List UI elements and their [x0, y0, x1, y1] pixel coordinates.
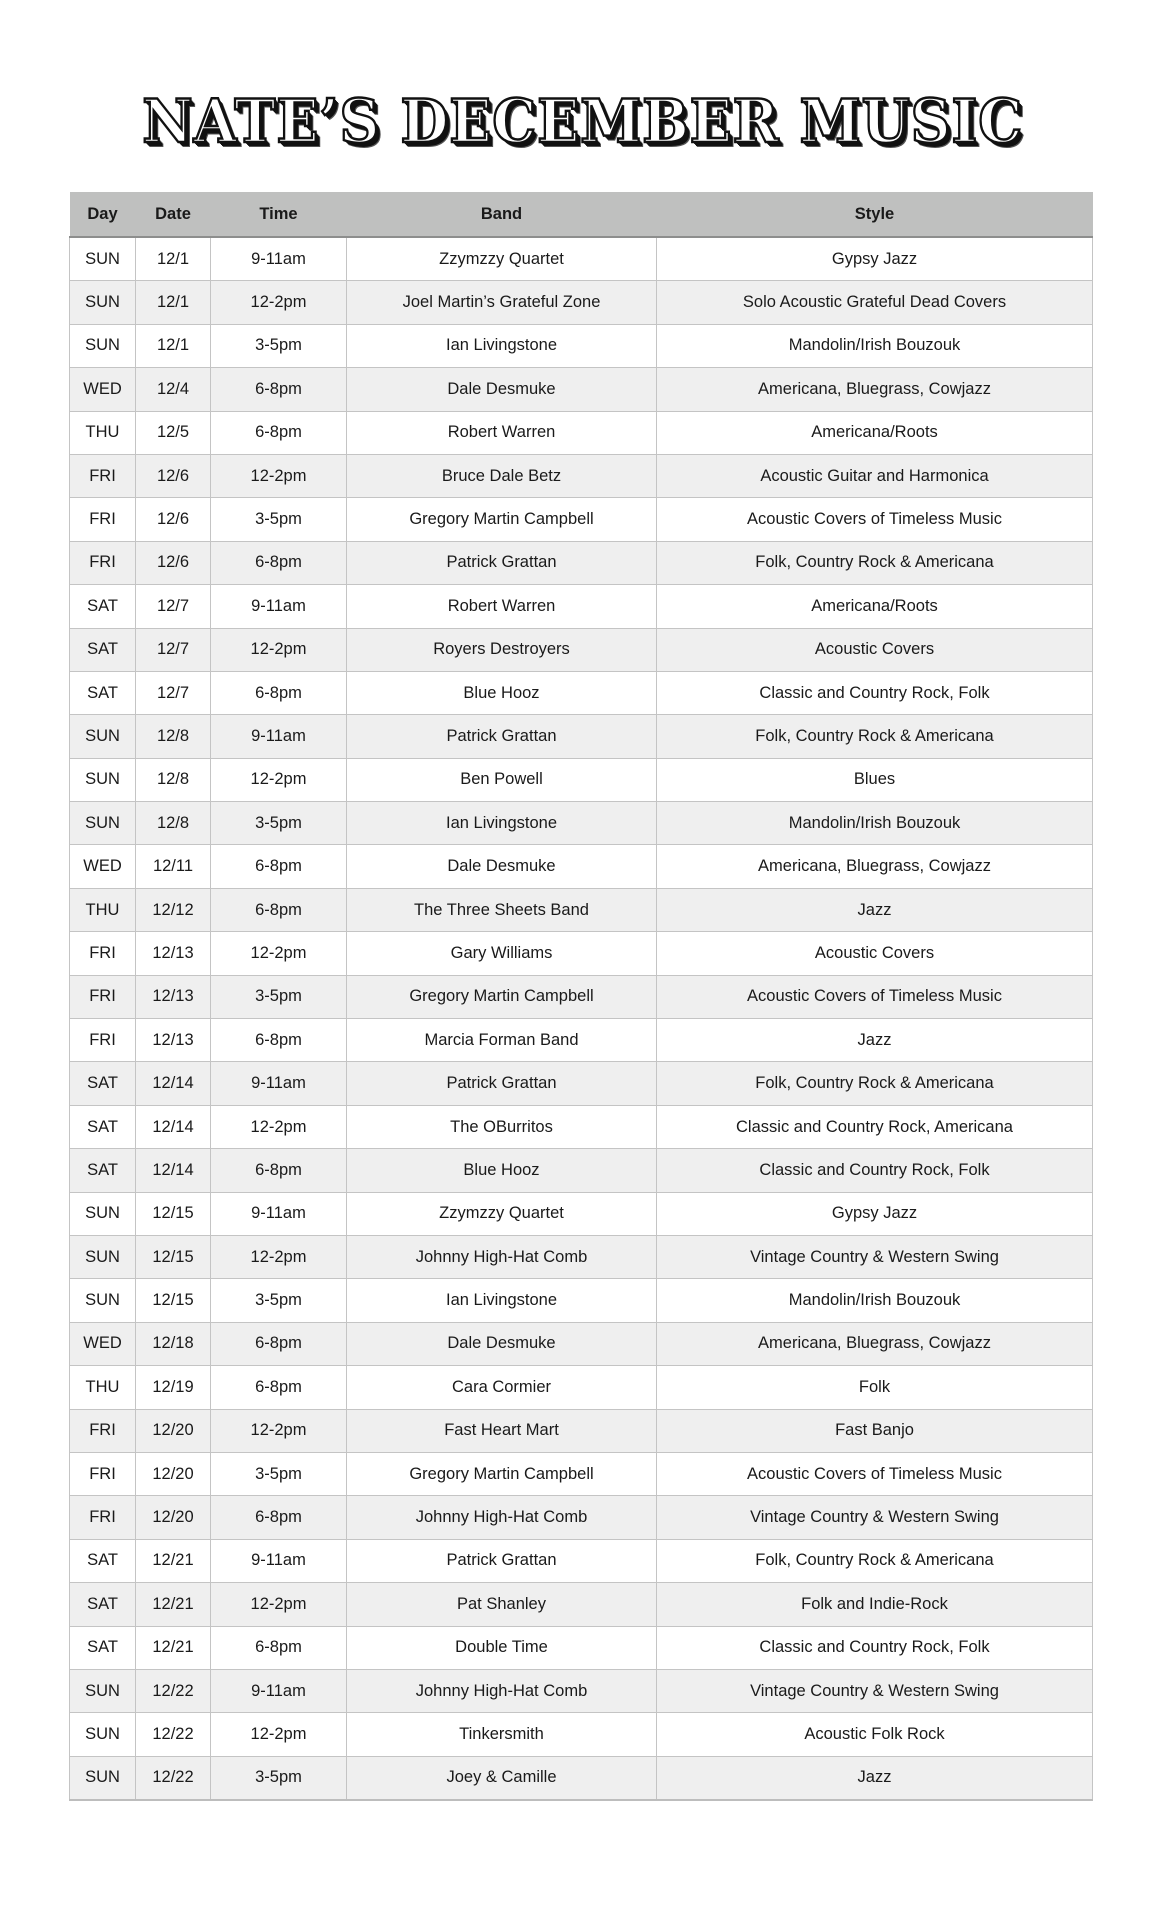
cell-date: 12/12 — [136, 888, 211, 931]
cell-band: Royers Destroyers — [347, 628, 657, 671]
column-header-date: Date — [136, 192, 211, 237]
cell-date: 12/20 — [136, 1452, 211, 1495]
cell-band: Joel Martin’s Grateful Zone — [347, 281, 657, 324]
cell-band: The OBurritos — [347, 1105, 657, 1148]
cell-time: 3-5pm — [211, 802, 347, 845]
cell-day: SAT — [70, 628, 136, 671]
cell-band: Gregory Martin Campbell — [347, 1452, 657, 1495]
cell-band: Blue Hooz — [347, 671, 657, 714]
cell-band: Zzymzzy Quartet — [347, 1192, 657, 1235]
cell-band: Patrick Grattan — [347, 541, 657, 584]
table-row — [70, 1539, 1093, 1582]
cell-date: 12/13 — [136, 932, 211, 975]
cell-date: 12/7 — [136, 671, 211, 714]
cell-date: 12/14 — [136, 1149, 211, 1192]
cell-day: FRI — [70, 498, 136, 541]
page-title: NATE’S DECEMBER MUSIC — [142, 87, 1024, 157]
cell-style: Classic and Country Rock, Folk — [657, 1626, 1093, 1669]
cell-day: SUN — [70, 237, 136, 281]
cell-band: Ben Powell — [347, 758, 657, 801]
column-header-time: Time — [211, 192, 347, 237]
cell-date: 12/7 — [136, 585, 211, 628]
cell-day: THU — [70, 411, 136, 454]
table-row — [70, 1583, 1093, 1626]
cell-time: 3-5pm — [211, 975, 347, 1018]
cell-time: 6-8pm — [211, 1149, 347, 1192]
table-row — [70, 411, 1093, 454]
cell-band: Gregory Martin Campbell — [347, 975, 657, 1018]
cell-style: Classic and Country Rock, Folk — [657, 1149, 1093, 1192]
cell-band: Marcia Forman Band — [347, 1019, 657, 1062]
cell-style: Classic and Country Rock, Americana — [657, 1105, 1093, 1148]
cell-day: WED — [70, 845, 136, 888]
cell-day: SUN — [70, 1713, 136, 1756]
cell-style: Folk, Country Rock & Americana — [657, 1062, 1093, 1105]
cell-band: The Three Sheets Band — [347, 888, 657, 931]
cell-day: WED — [70, 1322, 136, 1365]
cell-date: 12/4 — [136, 368, 211, 411]
cell-day: SAT — [70, 585, 136, 628]
cell-day: SAT — [70, 1105, 136, 1148]
table-row — [70, 585, 1093, 628]
table-row — [70, 1149, 1093, 1192]
cell-day: SAT — [70, 671, 136, 714]
cell-style: Gypsy Jazz — [657, 237, 1093, 281]
cell-time: 12-2pm — [211, 1105, 347, 1148]
cell-band: Johnny High-Hat Comb — [347, 1669, 657, 1712]
column-header-style: Style — [657, 192, 1093, 237]
table-row — [70, 802, 1093, 845]
cell-day: FRI — [70, 454, 136, 497]
cell-time: 12-2pm — [211, 932, 347, 975]
cell-band: Tinkersmith — [347, 1713, 657, 1756]
table-row — [70, 1409, 1093, 1452]
cell-date: 12/8 — [136, 758, 211, 801]
cell-day: FRI — [70, 975, 136, 1018]
cell-band: Dale Desmuke — [347, 368, 657, 411]
cell-day: SUN — [70, 1192, 136, 1235]
cell-style: Americana/Roots — [657, 585, 1093, 628]
cell-band: Ian Livingstone — [347, 1279, 657, 1322]
table-row — [70, 1366, 1093, 1409]
cell-date: 12/21 — [136, 1626, 211, 1669]
cell-style: Vintage Country & Western Swing — [657, 1496, 1093, 1539]
cell-time: 6-8pm — [211, 541, 347, 584]
cell-style: Folk, Country Rock & Americana — [657, 1539, 1093, 1582]
table-row — [70, 1496, 1093, 1539]
table-row — [70, 541, 1093, 584]
cell-date: 12/22 — [136, 1669, 211, 1712]
cell-date: 12/6 — [136, 498, 211, 541]
cell-day: SAT — [70, 1149, 136, 1192]
cell-time: 9-11am — [211, 1062, 347, 1105]
table-row — [70, 888, 1093, 931]
cell-time: 6-8pm — [211, 368, 347, 411]
cell-date: 12/13 — [136, 1019, 211, 1062]
cell-style: Acoustic Guitar and Harmonica — [657, 454, 1093, 497]
table-row — [70, 1452, 1093, 1495]
table-row — [70, 628, 1093, 671]
cell-date: 12/20 — [136, 1496, 211, 1539]
cell-time: 9-11am — [211, 585, 347, 628]
cell-style: Vintage Country & Western Swing — [657, 1669, 1093, 1712]
cell-band: Gregory Martin Campbell — [347, 498, 657, 541]
cell-date: 12/20 — [136, 1409, 211, 1452]
cell-date: 12/21 — [136, 1583, 211, 1626]
table-row — [70, 324, 1093, 367]
cell-date: 12/18 — [136, 1322, 211, 1365]
cell-style: Acoustic Covers of Timeless Music — [657, 1452, 1093, 1495]
title-container — [0, 86, 1166, 158]
cell-time: 12-2pm — [211, 1583, 347, 1626]
cell-style: Jazz — [657, 1756, 1093, 1800]
cell-band: Gary Williams — [347, 932, 657, 975]
cell-style: Jazz — [657, 888, 1093, 931]
table-row — [70, 1756, 1093, 1800]
music-schedule-table — [69, 192, 1093, 1801]
cell-day: SAT — [70, 1626, 136, 1669]
cell-time: 9-11am — [211, 715, 347, 758]
cell-time: 9-11am — [211, 1539, 347, 1582]
cell-band: Joey & Camille — [347, 1756, 657, 1800]
cell-day: FRI — [70, 541, 136, 584]
cell-band: Cara Cormier — [347, 1366, 657, 1409]
table-row — [70, 1322, 1093, 1365]
cell-band: Johnny High-Hat Comb — [347, 1235, 657, 1278]
cell-date: 12/8 — [136, 802, 211, 845]
table-row — [70, 1062, 1093, 1105]
table-row — [70, 368, 1093, 411]
cell-style: Solo Acoustic Grateful Dead Covers — [657, 281, 1093, 324]
cell-date: 12/8 — [136, 715, 211, 758]
cell-band: Pat Shanley — [347, 1583, 657, 1626]
cell-date: 12/22 — [136, 1713, 211, 1756]
column-header-day: Day — [70, 192, 136, 237]
cell-style: Jazz — [657, 1019, 1093, 1062]
cell-date: 12/1 — [136, 281, 211, 324]
cell-time: 12-2pm — [211, 1235, 347, 1278]
cell-date: 12/14 — [136, 1062, 211, 1105]
cell-date: 12/15 — [136, 1235, 211, 1278]
cell-style: Americana, Bluegrass, Cowjazz — [657, 368, 1093, 411]
cell-time: 9-11am — [211, 1669, 347, 1712]
cell-date: 12/5 — [136, 411, 211, 454]
cell-style: Vintage Country & Western Swing — [657, 1235, 1093, 1278]
table-row — [70, 281, 1093, 324]
cell-day: FRI — [70, 1452, 136, 1495]
cell-day: SAT — [70, 1539, 136, 1582]
cell-day: SAT — [70, 1062, 136, 1105]
column-header-band: Band — [347, 192, 657, 237]
cell-day: SUN — [70, 1669, 136, 1712]
table-row — [70, 975, 1093, 1018]
cell-time: 6-8pm — [211, 1626, 347, 1669]
cell-day: THU — [70, 1366, 136, 1409]
table-row — [70, 845, 1093, 888]
table-row — [70, 671, 1093, 714]
cell-day: WED — [70, 368, 136, 411]
cell-time: 6-8pm — [211, 845, 347, 888]
cell-day: FRI — [70, 1496, 136, 1539]
cell-band: Robert Warren — [347, 411, 657, 454]
table-row — [70, 237, 1093, 281]
cell-band: Blue Hooz — [347, 1149, 657, 1192]
table-row — [70, 1713, 1093, 1756]
cell-day: SUN — [70, 802, 136, 845]
cell-day: FRI — [70, 1019, 136, 1062]
table-row — [70, 1235, 1093, 1278]
cell-style: Gypsy Jazz — [657, 1192, 1093, 1235]
cell-band: Zzymzzy Quartet — [347, 237, 657, 281]
cell-style: Acoustic Folk Rock — [657, 1713, 1093, 1756]
cell-time: 6-8pm — [211, 411, 347, 454]
table-row — [70, 1626, 1093, 1669]
cell-band: Ian Livingstone — [347, 802, 657, 845]
cell-day: THU — [70, 888, 136, 931]
cell-band: Patrick Grattan — [347, 1539, 657, 1582]
cell-band: Patrick Grattan — [347, 1062, 657, 1105]
cell-time: 6-8pm — [211, 888, 347, 931]
cell-style: Acoustic Covers — [657, 932, 1093, 975]
cell-time: 12-2pm — [211, 281, 347, 324]
cell-time: 12-2pm — [211, 454, 347, 497]
cell-style: Mandolin/Irish Bouzouk — [657, 802, 1093, 845]
cell-date: 12/1 — [136, 237, 211, 281]
cell-date: 12/15 — [136, 1279, 211, 1322]
table-header-row — [70, 192, 1093, 237]
cell-time: 12-2pm — [211, 628, 347, 671]
cell-time: 3-5pm — [211, 1279, 347, 1322]
cell-style: Acoustic Covers of Timeless Music — [657, 498, 1093, 541]
cell-time: 3-5pm — [211, 1452, 347, 1495]
cell-band: Dale Desmuke — [347, 845, 657, 888]
cell-time: 9-11am — [211, 1192, 347, 1235]
cell-day: SUN — [70, 1235, 136, 1278]
cell-date: 12/6 — [136, 454, 211, 497]
table-row — [70, 1105, 1093, 1148]
cell-time: 3-5pm — [211, 498, 347, 541]
cell-style: Folk, Country Rock & Americana — [657, 715, 1093, 758]
table-row — [70, 1019, 1093, 1062]
cell-date: 12/1 — [136, 324, 211, 367]
cell-day: SUN — [70, 1756, 136, 1800]
cell-band: Patrick Grattan — [347, 715, 657, 758]
cell-day: SUN — [70, 1279, 136, 1322]
cell-day: SAT — [70, 1583, 136, 1626]
cell-style: Acoustic Covers of Timeless Music — [657, 975, 1093, 1018]
cell-time: 6-8pm — [211, 671, 347, 714]
table-body — [70, 237, 1093, 1800]
cell-style: Americana, Bluegrass, Cowjazz — [657, 845, 1093, 888]
cell-time: 12-2pm — [211, 1713, 347, 1756]
cell-date: 12/19 — [136, 1366, 211, 1409]
cell-time: 6-8pm — [211, 1496, 347, 1539]
cell-day: SUN — [70, 324, 136, 367]
cell-day: SUN — [70, 715, 136, 758]
cell-day: FRI — [70, 1409, 136, 1452]
cell-day: SUN — [70, 758, 136, 801]
cell-time: 6-8pm — [211, 1019, 347, 1062]
cell-style: Americana/Roots — [657, 411, 1093, 454]
cell-date: 12/22 — [136, 1756, 211, 1800]
cell-style: Mandolin/Irish Bouzouk — [657, 1279, 1093, 1322]
cell-day: SUN — [70, 281, 136, 324]
cell-band: Bruce Dale Betz — [347, 454, 657, 497]
table-row — [70, 932, 1093, 975]
cell-time: 9-11am — [211, 237, 347, 281]
cell-band: Robert Warren — [347, 585, 657, 628]
cell-band: Johnny High-Hat Comb — [347, 1496, 657, 1539]
cell-style: Folk, Country Rock & Americana — [657, 541, 1093, 584]
table-row — [70, 1669, 1093, 1712]
cell-time: 3-5pm — [211, 1756, 347, 1800]
cell-day: FRI — [70, 932, 136, 975]
cell-date: 12/11 — [136, 845, 211, 888]
cell-style: Folk — [657, 1366, 1093, 1409]
cell-date: 12/21 — [136, 1539, 211, 1582]
cell-date: 12/7 — [136, 628, 211, 671]
cell-time: 6-8pm — [211, 1366, 347, 1409]
table-row — [70, 454, 1093, 497]
cell-style: Americana, Bluegrass, Cowjazz — [657, 1322, 1093, 1365]
cell-time: 6-8pm — [211, 1322, 347, 1365]
cell-time: 12-2pm — [211, 758, 347, 801]
table-row — [70, 498, 1093, 541]
cell-date: 12/6 — [136, 541, 211, 584]
cell-style: Mandolin/Irish Bouzouk — [657, 324, 1093, 367]
cell-time: 3-5pm — [211, 324, 347, 367]
cell-style: Fast Banjo — [657, 1409, 1093, 1452]
cell-band: Ian Livingstone — [347, 324, 657, 367]
cell-band: Dale Desmuke — [347, 1322, 657, 1365]
cell-band: Fast Heart Mart — [347, 1409, 657, 1452]
table-row — [70, 715, 1093, 758]
cell-style: Blues — [657, 758, 1093, 801]
table-row — [70, 1279, 1093, 1322]
cell-style: Folk and Indie-Rock — [657, 1583, 1093, 1626]
cell-band: Double Time — [347, 1626, 657, 1669]
cell-date: 12/13 — [136, 975, 211, 1018]
table-row — [70, 758, 1093, 801]
cell-style: Acoustic Covers — [657, 628, 1093, 671]
cell-date: 12/14 — [136, 1105, 211, 1148]
cell-date: 12/15 — [136, 1192, 211, 1235]
cell-time: 12-2pm — [211, 1409, 347, 1452]
table-row — [70, 1192, 1093, 1235]
cell-style: Classic and Country Rock, Folk — [657, 671, 1093, 714]
